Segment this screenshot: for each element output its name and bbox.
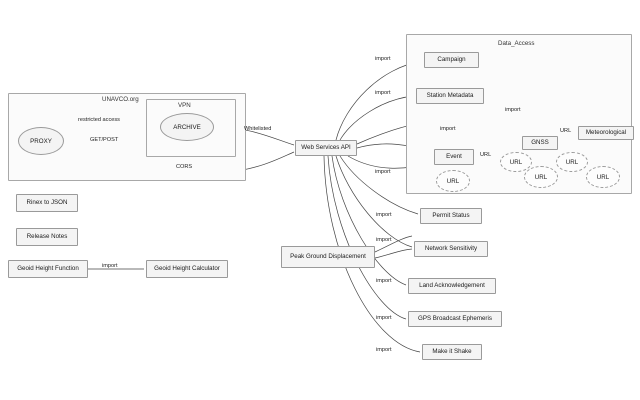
node-gps-broadcast-ephemeris-label: GPS Broadcast Ephemeris xyxy=(418,314,492,322)
node-geoid-height-calculator[interactable] xyxy=(146,260,228,278)
edge-label-get-post: GET/POST xyxy=(90,137,119,143)
group-unavco-label: UNAVCO.org xyxy=(102,96,139,103)
edge-label-import-network-sensitivity: import xyxy=(376,237,392,243)
node-archive[interactable] xyxy=(160,113,214,141)
edge-label-import-geoid: import xyxy=(102,263,118,269)
node-proxy-label: PROXY xyxy=(30,137,52,145)
node-geoid-height-function[interactable] xyxy=(8,260,88,278)
group-vpn-label: VPN xyxy=(178,102,191,109)
node-event-label: Event xyxy=(446,152,462,160)
node-rinex-to-json[interactable] xyxy=(16,194,78,212)
node-gnss[interactable] xyxy=(522,136,558,150)
node-release-notes[interactable] xyxy=(16,228,78,246)
node-url-gnss-left-label: URL xyxy=(509,158,523,166)
node-station-metadata-label: Station Metadata xyxy=(426,91,474,99)
node-url-meteorological[interactable] xyxy=(586,166,620,188)
node-url-gnss-right-label: URL xyxy=(565,158,579,166)
node-geoid-height-calculator-label: Geoid Height Calculator xyxy=(154,264,220,272)
edge-label-url-event: URL xyxy=(480,152,492,158)
node-rinex-to-json-label: Rinex to JSON xyxy=(26,198,68,206)
node-peak-ground-displacement-label: Peak Ground Displacement xyxy=(290,252,366,260)
node-geoid-height-function-label: Geoid Height Function xyxy=(17,264,79,272)
node-make-it-shake[interactable] xyxy=(422,344,482,360)
node-url-event[interactable] xyxy=(436,170,470,192)
edge-label-import-station-metadata: import xyxy=(375,90,391,96)
edge-label-import-campaign: import xyxy=(375,56,391,62)
node-peak-ground-displacement[interactable] xyxy=(281,246,375,268)
group-data-access-label: Data_Access xyxy=(498,40,535,47)
node-meteorological[interactable] xyxy=(578,126,634,140)
node-archive-label: ARCHIVE xyxy=(173,123,201,131)
edge-label-cors: CORS xyxy=(176,164,193,170)
edge-label-import-event-2: import xyxy=(375,169,391,175)
node-permit-status-label: Permit Status xyxy=(432,211,470,219)
node-url-gnss-right[interactable] xyxy=(556,152,588,172)
node-campaign[interactable] xyxy=(424,52,479,68)
node-meteorological-label: Meteorological xyxy=(585,128,627,136)
node-url-meteorological-label: URL xyxy=(596,173,610,181)
node-web-services-api[interactable] xyxy=(295,140,357,156)
node-land-acknowledgement[interactable] xyxy=(408,278,496,294)
node-release-notes-label: Release Notes xyxy=(26,232,68,240)
node-proxy[interactable] xyxy=(18,127,64,155)
edge-label-whitelisted: Whitelisted xyxy=(244,126,272,132)
node-url-gnss-mid-label: URL xyxy=(534,173,548,181)
node-station-metadata[interactable] xyxy=(416,88,484,104)
node-network-sensitivity[interactable] xyxy=(414,241,488,257)
node-url-event-label: URL xyxy=(446,177,460,185)
node-web-services-api-label: Web Services API xyxy=(301,143,351,151)
edge-label-url-gnss: URL xyxy=(560,128,572,134)
edge-label-import-permit-status: import xyxy=(376,212,392,218)
node-permit-status[interactable] xyxy=(420,208,482,224)
node-event[interactable] xyxy=(434,149,474,165)
edge-label-import-land-acknowledgement: import xyxy=(376,278,392,284)
edge-label-import-gnss: import xyxy=(505,107,521,113)
node-campaign-label: Campaign xyxy=(437,55,466,63)
edge-label-import-gps-broadcast-ephemeris: import xyxy=(376,315,392,321)
edge-label-import-make-it-shake: import xyxy=(376,347,392,353)
node-gnss-label: GNSS xyxy=(531,138,549,146)
node-gps-broadcast-ephemeris[interactable] xyxy=(408,311,502,327)
node-make-it-shake-label: Make it Shake xyxy=(432,347,472,355)
node-land-acknowledgement-label: Land Acknowledgement xyxy=(419,281,485,289)
node-url-gnss-mid[interactable] xyxy=(524,166,558,188)
edge-label-import-event: import xyxy=(440,126,456,132)
node-network-sensitivity-label: Network Sensitivity xyxy=(424,244,478,252)
edge-label-restricted-access: restricted access xyxy=(78,117,120,123)
